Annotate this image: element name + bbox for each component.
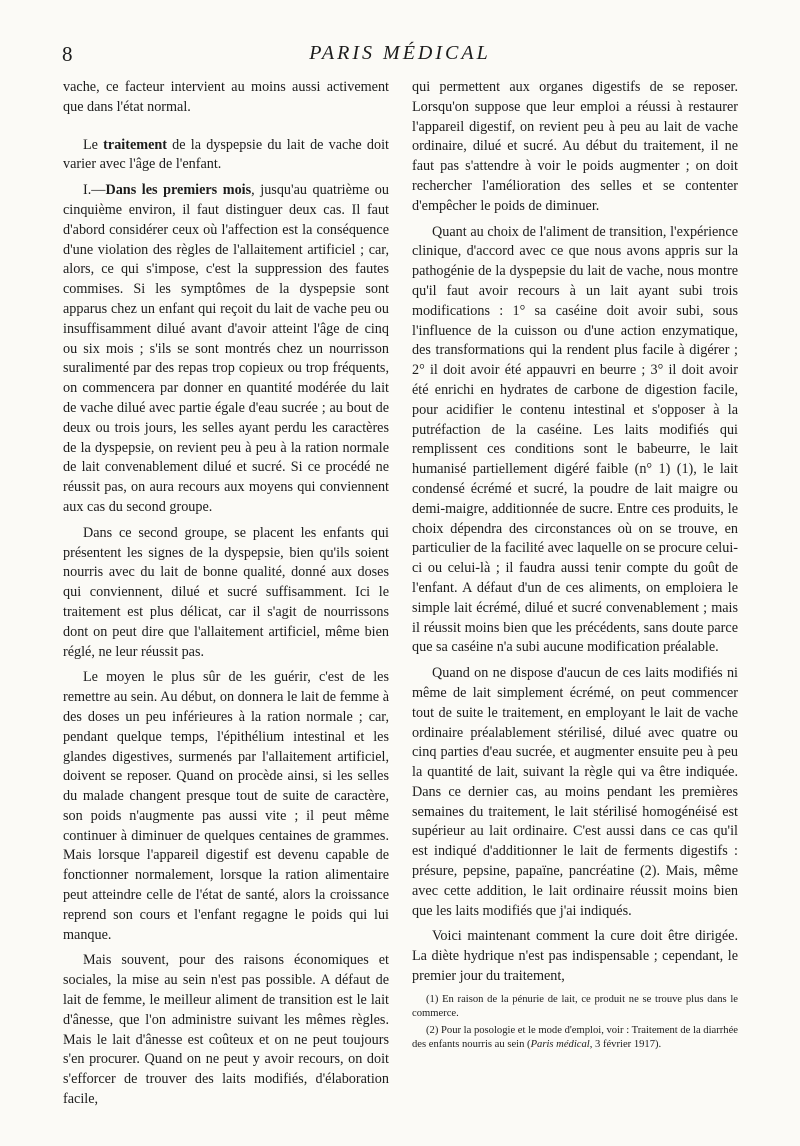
paragraph-choix-aliment: Quant au choix de l'aliment de transition, l'expérience clinique, d'accord avec ce que nous avons appris sur la pathogénie de la dyspepsie du lait de vache, nous montre qu'il faut avoir recours à un lait ayant subi trois modifications : 1° sa caséine doit avoir subi, sous l'influence de la cuisson ou d'une action enzymatique, des transformations qui la rendent plus facile à digérer ; 2° il doit avoir été appauvri en beurre ; 3° il doit avoir été enrichi en hydrates de carbone de digestion facile, pour acidifier le contenu intestinal et s'opposer à la putréfaction de la caséine. Les laits modifiés qui remplissent ces conditions sont le babeurre, le lait humanisé partiellement digéré faible (n° 1) (1), le lait condensé écrémé et sucré, la poudre de lait maigre ou demi-maigre, additionnée de sucre. Entre ces produits, le choix dépendra des circonstances où on se trouve, en particulier de la facilité avec laquelle on se procure celui-ci ou celui-là ; il faudra aussi tenir compte du goût de l'enfant. A défaut d'un de ces aliments, on emploiera le simple lait écrémé, dilué et sucré convenablement ; mais il réussit moins bien que les précédents, sans doute parce que sa caséine n'a subi aucune modification préalable. (412, 223, 738, 656)
paragraph-premiers-mois: I.—Dans les premiers mois, jusqu'au quatrième ou cinquième environ, il faut distinguer deux cas. Il faut d'abord considérer ceux où l'affection est la conséquence d'une violation des règles de l'allaitement artificiel ; car, alors, ce qui s'impose, c'est la suppression des fautes commises. Si les symptômes de la dyspepsie sont apparus chez un enfant qui reçoit du lait de vache peu ou insuffisamment dilué avant d'avoir atteint l'âge de cinq ou six mois ; s'ils se sont montrés chez un nourrisson suralimenté par des repas trop copieux ou trop fréquents, on commencera par donner en quantité modérée du lait de vache dilué avec partie égale d'eau sucrée ; au bout de deux ou trois jours, les selles ayant perdu les caractères de la dyspepsie, on revient peu à peu à la ration normale de lait convenablement dilué et sucré. Si ce procédé ne réussit pas, on aura recours aux moyens qui conviennent aux cas du second groupe. (63, 182, 389, 515)
paragraph-continuation: vache, ce facteur intervient au moins aussi activement que dans l'état normal. (63, 79, 389, 115)
right-column (412, 78, 738, 1055)
left-column (63, 78, 389, 1116)
page-number: 8 (62, 42, 74, 66)
footnote-1: (1) En raison de la pénurie de lait, ce produit ne se trouve plus dans le commerce. (412, 993, 738, 1019)
paragraph-cure: Voici maintenant comment la cure doit être dirigée. La diète hydrique n'est pas indispensable ; cependant, le premier jour du traitement, (412, 928, 738, 985)
paragraph-mais-souvent: Mais souvent, pour des raisons économiques et sociales, la mise au sein n'est pas possible. A défaut de lait de femme, le meilleur aliment de transition est le lait d'ânesse, que l'on administre suivant les mêmes règles. Mais le lait d'ânesse est coûteux et on ne peut toujours s'en procurer. Quand on ne peut y avoir recours, on doit s'efforcer de trouver des laits modifiés, d'élaboration facile, (63, 952, 389, 1108)
footnote-2: (2) Pour la posologie et le mode d'emploi, voir : Traitement de la diarrhée des enfants nourris au sein (Paris médical, 3 février 1917). (412, 1024, 738, 1050)
paragraph-traitement: Le traitement de la dyspepsie du lait de vache doit varier avec l'âge de l'enfant. (63, 136, 390, 173)
bold-term: traitement (103, 136, 167, 153)
paragraph-second-groupe: Dans ce second groupe, se placent les enfants qui présentent les signes de la dyspepsie, bien qu'ils soient nourris avec du lait de bonne qualité, donné aux doses qui conviennent, dilué et sucré suffisamment. Ici le traitement est plus délicat, car il s'agit de nourrissons dont on peut dire que l'allaitement artificiel, même bien réglé, ne leur réussit pas. (63, 524, 389, 660)
footnotes (412, 993, 738, 1052)
paragraph-laits-modifies: Quand on ne dispose d'aucun de ces laits modifiés ni même de lait simplement écrémé, on peut commencer tout de suite le traitement, en employant le lait de vache ordinaire préalablement stérilisé, dilué avec quatre ou cinq parties d'eau sucrée, et augmenter ensuite peu à peu la quantité de lait, suivant la règle qui va être indiquée. Dans ce dernier cas, au moins pendant les premières semaines du traitement, le lait stérilisé homogénéisé est supérieur au lait ordinaire. C'est aussi dans ce cas qu'il est indiqué d'additionner le lait de ferments digestifs : présure, pepsine, papaïne, pancréatine (2). Mais, même avec cette addition, le lait ordinaire réussit moins bien que les laits modifiés que j'ai indiqués. (412, 665, 738, 919)
running-head: PARIS MÉDICAL (309, 42, 491, 64)
bold-term: Dans les premiers mois (105, 182, 252, 199)
paragraph-continuation: qui permettent aux organes digestifs de se reposer. Lorsqu'on suppose que leur emploi a réussi à restaurer l'appareil digestif, on revient peu à peu au lait de vache ordinaire, dilué et sucré. Au début du traitement, il ne faut pas s'attendre à voir le poids augmenter ; on doit rechercher l'amélioration des selles et se contenter d'empêcher le poids de diminuer. (412, 79, 738, 214)
paragraph-moyen: Le moyen le plus sûr de les guérir, c'est de les remettre au sein. Au début, on donnera le lait de femme à des doses un peu inférieures à la ration normale ; car, pendant quelque temps, l'épithélium intestinal et les glandes digestives, surmenés par l'allaitement artificiel, doivent se reposer. Quand on procède ainsi, si les selles du malade changent presque tout de suite de caractère, son poids n'augmente pas aussi vite ; il peut même continuer à diminuer de quelques centaines de grammes. Mais lorsque l'appareil digestif est devenu capable de fonctionner normalement, lorsque la ration alimentaire peut atteindre celle de l'état de santé, alors la croissance reprend son cours et l'enfant regagne le poids qui lui manque. (63, 669, 389, 943)
